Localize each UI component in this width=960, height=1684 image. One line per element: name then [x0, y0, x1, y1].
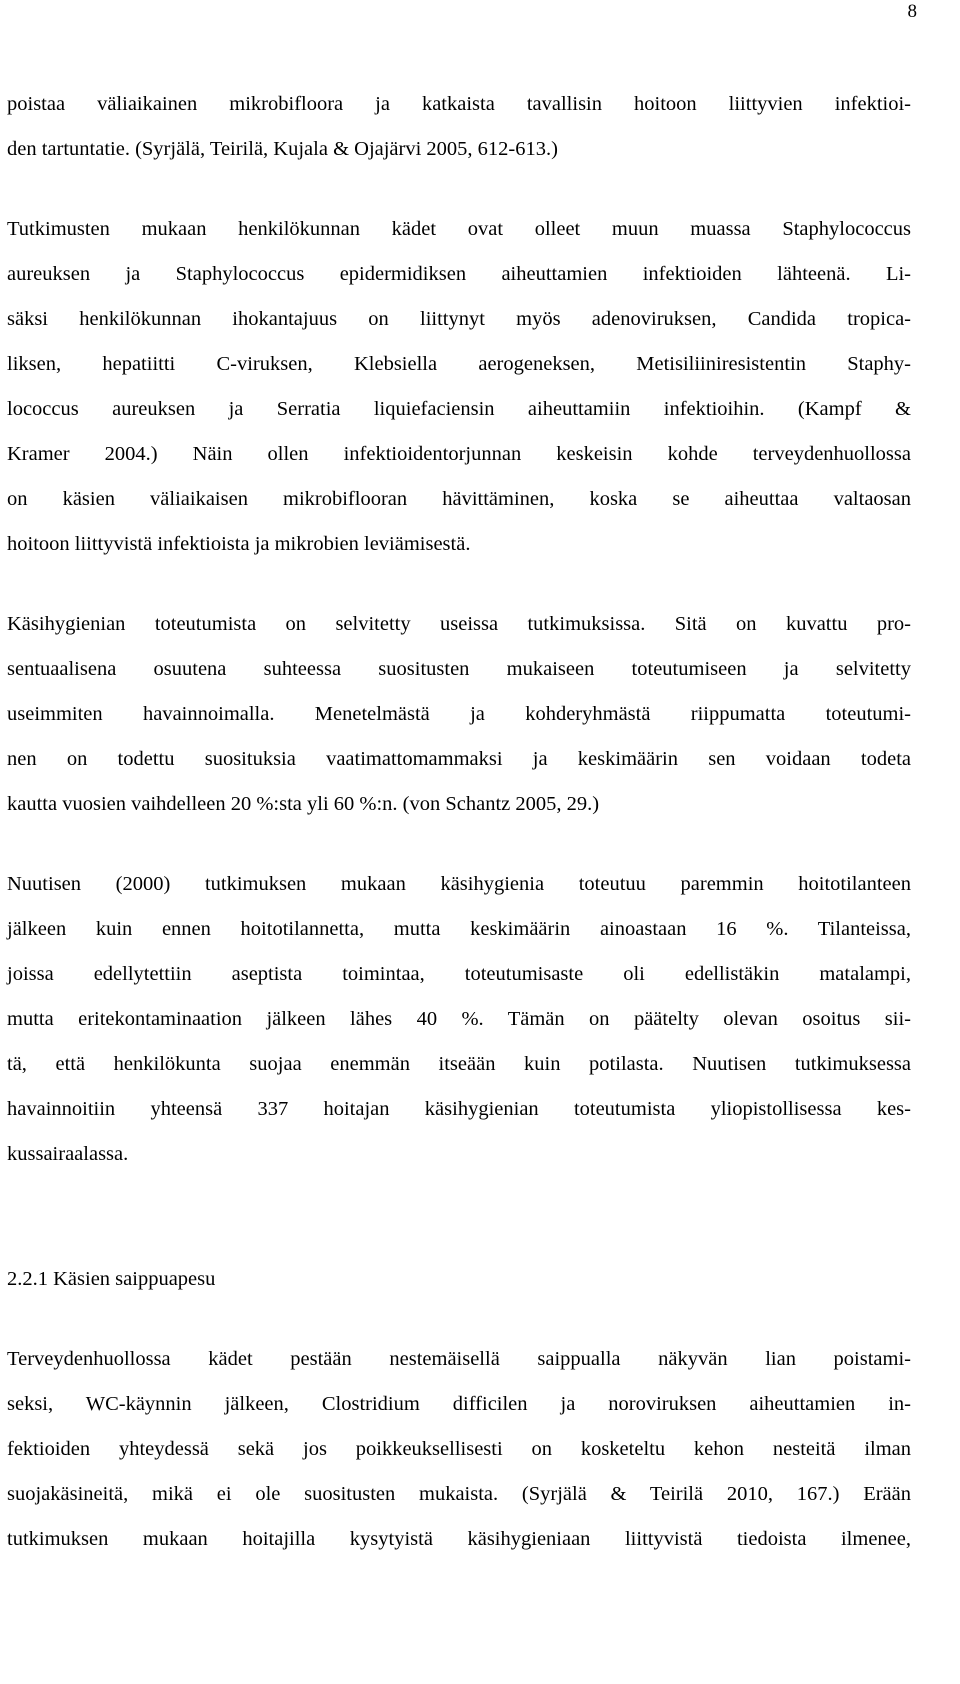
section-heading: 2.2.1 Käsien saippuapesu — [7, 1268, 216, 1290]
text-line: Käsihygienian toteutumista on selvitetty useissa tutkimuksissa. Sitä on kuvattu pro- — [7, 613, 911, 635]
text-line: jälkeen kuin ennen hoitotilannetta, mutta keskimäärin ainoastaan 16 %. Tilanteissa, — [7, 918, 911, 940]
text-line: tutkimuksen mukaan hoitajilla kysytyistä käsihygieniaan liittyvistä tiedoista ilmenee, — [7, 1528, 911, 1550]
text-line: lococcus aureuksen ja Serratia liquiefaciensin aiheuttamiin infektioihin. (Kampf & — [7, 398, 911, 420]
text-line: suojakäsineitä, mikä ei ole suositusten mukaista. (Syrjälä & Teirilä 2010, 167.) Erään — [7, 1483, 911, 1505]
paragraph-2 — [7, 207, 911, 567]
paragraph-3 — [7, 602, 911, 827]
text-line: sentuaalisena osuutena suhteessa suositusten mukaiseen toteutumiseen ja selvitetty — [7, 658, 911, 680]
page-number: 8 — [907, 1, 917, 22]
text-line: nen on todettu suosituksia vaatimattomammaksi ja keskimäärin sen voidaan todeta — [7, 748, 911, 770]
text-line: Tutkimusten mukaan henkilökunnan kädet ovat olleet muun muassa Staphylococcus — [7, 218, 911, 240]
paragraph-4 — [7, 862, 911, 1177]
text-line: säksi henkilökunnan ihokantajuus on liittynyt myös adenoviruksen, Candida tropica- — [7, 308, 911, 330]
text-line: havainnoitiin yhteensä 337 hoitajan käsihygienian toteutumista yliopistollisessa kes- — [7, 1098, 911, 1120]
text-line: mutta eritekontaminaation jälkeen lähes 40 %. Tämän on päätelty olevan osoitus sii- — [7, 1008, 911, 1030]
text-line: poistaa väliaikainen mikrobifloora ja katkaista tavallisin hoitoon liittyvien infektioi- — [7, 93, 911, 115]
text-line: tä, että henkilökunta suojaa enemmän itseään kuin potilasta. Nuutisen tutkimuksessa — [7, 1053, 911, 1075]
text-line: kautta vuosien vaihdelleen 20 %:sta yli 60 %:n. (von Schantz 2005, 29.) — [7, 793, 600, 815]
text-line: hoitoon liittyvistä infektioista ja mikrobien leviämisestä. — [7, 533, 471, 555]
text-line: den tartuntatie. (Syrjälä, Teirilä, Kujala & Ojajärvi 2005, 612-613.) — [7, 138, 558, 160]
text-line: liksen, hepatiitti C-viruksen, Klebsiella aerogeneksen, Metisiliiniresistentin Staphy- — [7, 353, 911, 375]
text-line: aureuksen ja Staphylococcus epidermidiksen aiheuttamien infektioiden lähteenä. Li- — [7, 263, 911, 285]
text-line: seksi, WC-käynnin jälkeen, Clostridium difficilen ja noroviruksen aiheuttamien in- — [7, 1393, 911, 1415]
paragraph-1 — [7, 82, 911, 172]
document-body — [7, 82, 911, 1562]
text-line: joissa edellytettiin aseptista toimintaa, toteutumisaste oli edellistäkin matalampi, — [7, 963, 911, 985]
text-line: kussairaalassa. — [7, 1143, 129, 1165]
text-line: useimmiten havainnoimalla. Menetelmästä ja kohderyhmästä riippumatta toteutumi- — [7, 703, 911, 725]
text-line: on käsien väliaikaisen mikrobiflooran hävittäminen, koska se aiheuttaa valtaosan — [7, 488, 911, 510]
paragraph-5 — [7, 1337, 911, 1562]
text-line: fektioiden yhteydessä sekä jos poikkeuksellisesti on kosketeltu kehon nesteitä ilman — [7, 1438, 911, 1460]
text-line: Terveydenhuollossa kädet pestään nestemäisellä saippualla näkyvän lian poistami- — [7, 1348, 911, 1370]
text-line: Nuutisen (2000) tutkimuksen mukaan käsihygienia toteutuu paremmin hoitotilanteen — [7, 873, 911, 895]
text-line: Kramer 2004.) Näin ollen infektioidentorjunnan keskeisin kohde terveydenhuollossa — [7, 443, 911, 465]
